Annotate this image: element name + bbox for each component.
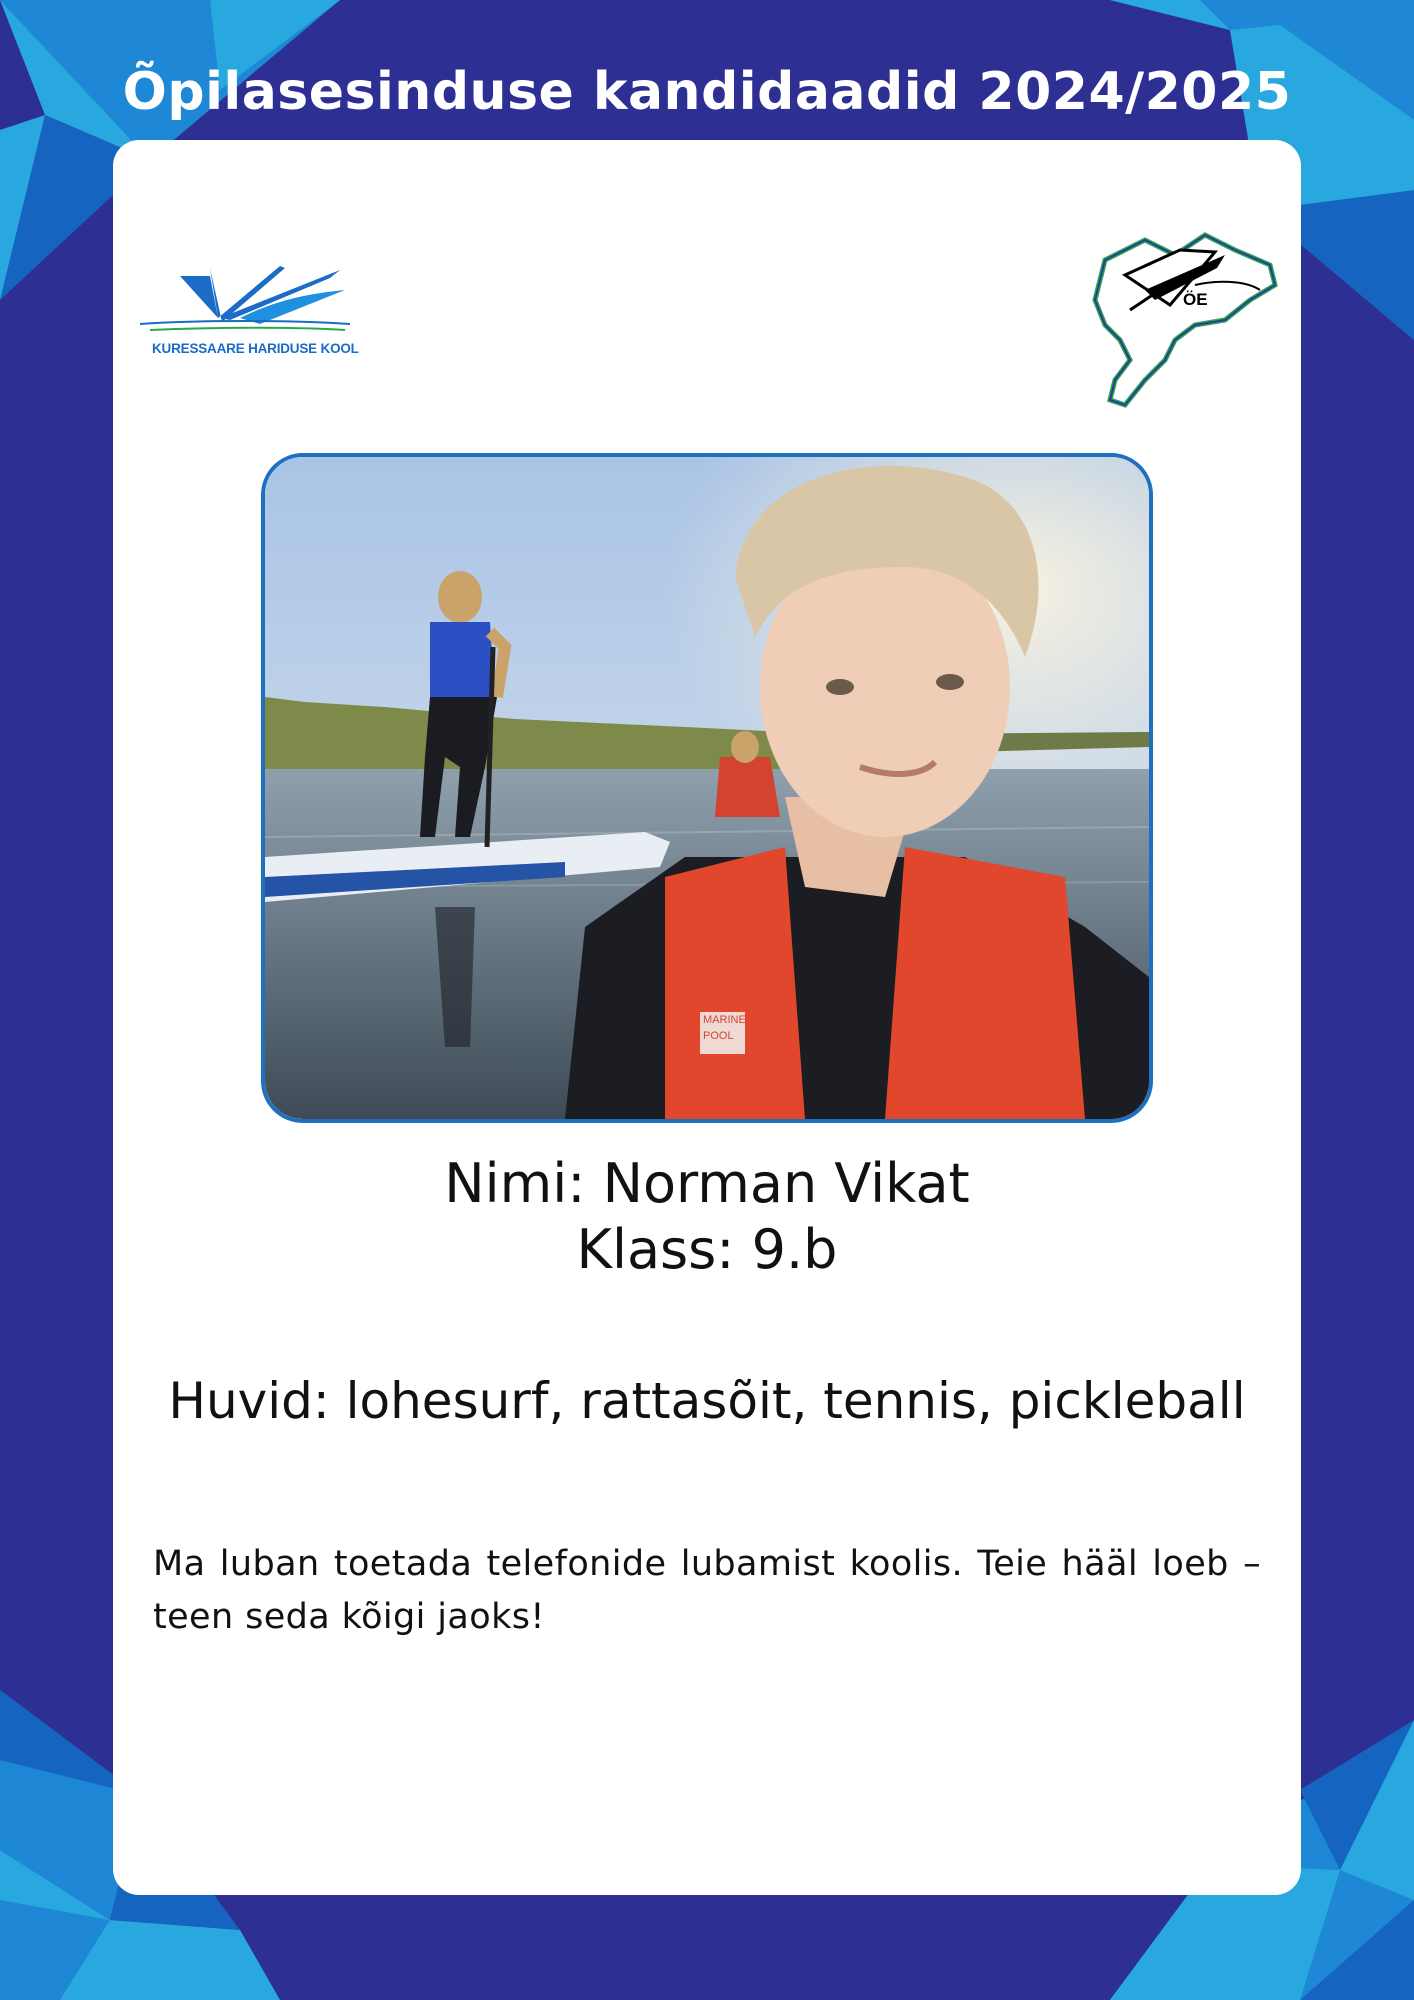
candidate-pledge: Ma luban toetada telefonide lubamist koolis. Teie hääl loeb – teen seda kõigi jaoks!	[153, 1544, 1261, 1637]
school-name: KURESSAARE HARIDUSE KOOL	[152, 341, 359, 356]
school-logo	[140, 258, 359, 368]
candidate-photo	[261, 453, 1153, 1123]
candidate-interests: Huvid: lohesurf, rattasõit, tennis, pickleball	[168, 1372, 1246, 1430]
student-union-logo	[1085, 230, 1280, 415]
vest-brand-line2: POOL	[703, 1030, 734, 1042]
page-title: Õpilasesinduse kandidaadid 2024/2025	[122, 62, 1292, 122]
candidate-name: Nimi: Norman Vikat	[444, 1152, 970, 1215]
vest-brand-line1: MARINE	[703, 1014, 746, 1026]
candidate-class: Klass: 9.b	[576, 1218, 838, 1281]
photo-illustration	[265, 457, 1149, 1119]
union-initials: ÖE	[1183, 290, 1208, 309]
island-map-icon	[1085, 230, 1280, 415]
book-logo-icon	[140, 258, 350, 343]
